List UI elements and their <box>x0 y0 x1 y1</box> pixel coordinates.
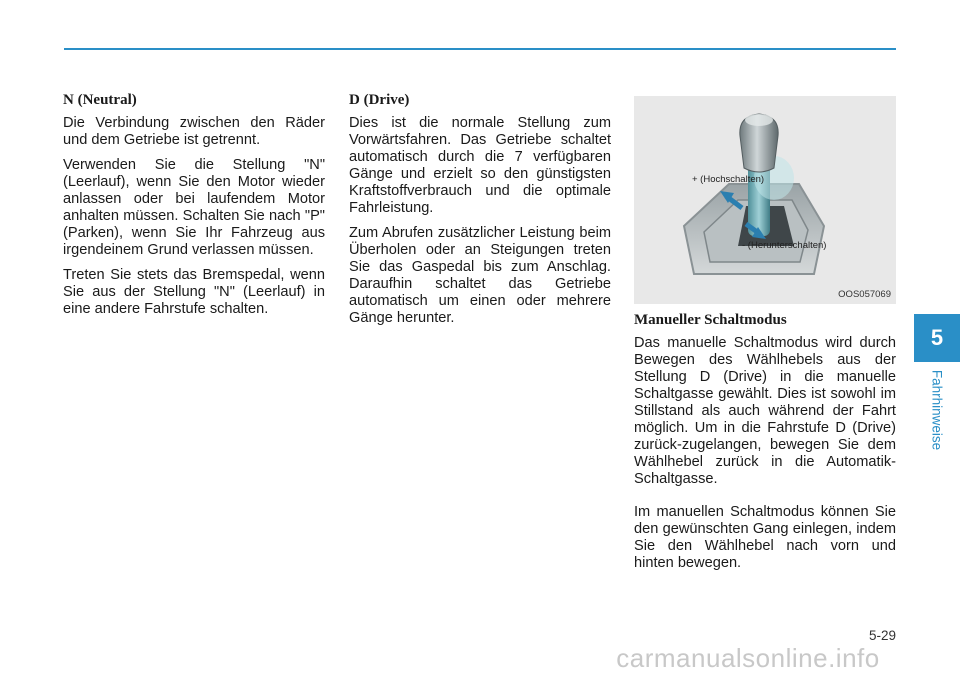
heading-manual: Manueller Schaltmodus <box>634 312 787 328</box>
heading-drive: D (Drive) <box>349 92 410 108</box>
paragraph: Die Verbindung zwischen den Räder und dem Getriebe ist getrennt. <box>63 115 325 148</box>
paragraph: Zum Abrufen zusätzlicher Leistung beim Überholen oder an Steigungen treten Sie das Gaspedal bis zum Anschlag. Daraufhin schaltet das Getriebe automatisch um einen oder mehrere Gänge herunter. <box>349 225 611 326</box>
figure-code: OOS057069 <box>838 289 891 300</box>
paragraph: Dies ist die normale Stellung zum Vorwärtsfahren. Das Getriebe schaltet automatisch durch die 7 verfügbaren Gänge und erzielt so den günstigsten Kraftstoffverbrauch und die optimale Fahrleistung. <box>349 115 611 216</box>
paragraph: Verwenden Sie die Stellung "N" (Leerlauf), wenn Sie den Motor wieder anlassen oder bei laufendem Motor anhalten müssen. Schalten Sie nach "P" (Parken), wenn Sie Ihr Fahrzeug aus irgendeinem Grund verlassen müssen. <box>63 157 325 258</box>
paragraph: Treten Sie stets das Bremspedal, wenn Sie aus der Stellung "N" (Leerlauf) in eine andere Fahrstufe schalten. <box>63 267 325 317</box>
column-drive <box>349 92 611 335</box>
paragraph: Das manuelle Schaltmodus wird durch Bewegen des Wählhebels aus der Stellung D (Drive) in die manuelle Schaltgasse gewählt. Dies ist sowohl im Stillstand als auch während der Fahrt möglich. Um in die Fahrstufe D (Drive) zurück-zugelangen, bewegen Sie dem Wählhebel zurück in die Automatik-Schaltgasse. <box>634 335 896 487</box>
page-number: 5-29 <box>868 628 896 643</box>
label-upshift: + (Hochschalten) <box>692 174 765 185</box>
column-neutral <box>63 92 325 326</box>
heading-neutral: N (Neutral) <box>63 92 137 108</box>
watermark: carmanualsonline.info <box>616 642 880 673</box>
chapter-title: Fahrhinweise <box>929 369 945 451</box>
top-rule <box>64 48 896 50</box>
paragraph: Im manuellen Schaltmodus können Sie den gewünschten Gang einlegen, indem Sie den Wählhebel nach vorn und hinten bewegen. <box>634 504 896 571</box>
label-downshift: - (Herunterschalten) <box>742 240 827 251</box>
column-manual <box>634 96 896 580</box>
gear-shifter-figure <box>634 96 896 304</box>
gear-shifter-illustration <box>634 96 896 304</box>
chapter-number-tab: 5 <box>914 314 960 362</box>
